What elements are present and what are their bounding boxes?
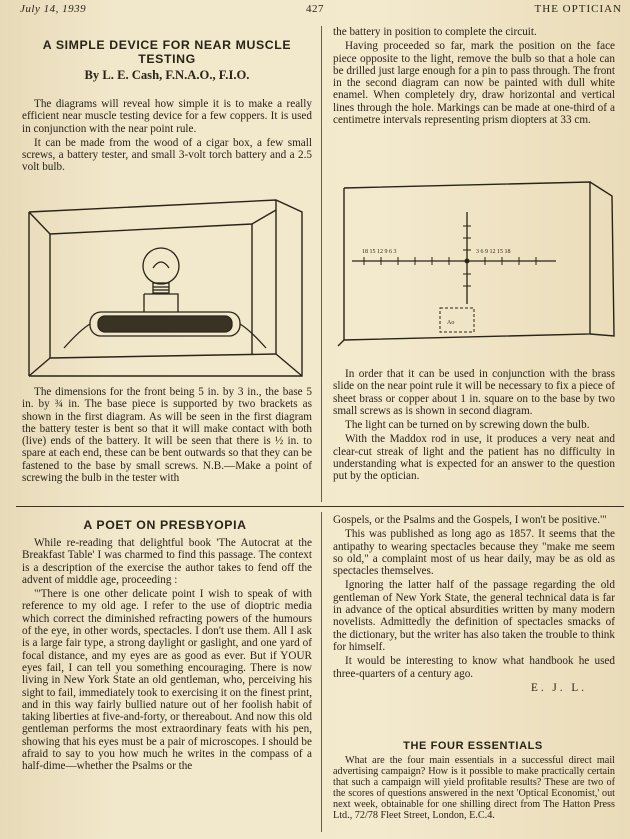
column-divider-top bbox=[321, 26, 322, 502]
article3-title: THE FOUR ESSENTIALS bbox=[403, 740, 543, 752]
article2-right bbox=[333, 514, 615, 696]
article2-title: A POET ON PRESBYOPIA bbox=[83, 518, 247, 532]
brass-plate bbox=[440, 308, 474, 332]
article2-quote: "'There is one other delicate point I wish to speak of with reference to my old age. I refer to the use of dioptric media which correct the diminished refracting powers of the humours of the eye, in other words, spectacles. I don't use them. All I ask is a large fair type, a strong daylight or gaslight, and one yard of focal distance, and my eyes are as good as ever. But if YOUR eyes fail, I can tell you something encouraging. There is now living in New York State an old gentleman, who, perceiving his sight to fail, immediately took to exercising it on the finest print, and in this way fairly bullied nature out of her foolish habit of taking liberties at five-and-forty, or thereabout. And now this old gentleman performs the most extraordinary feats with his pen, showing that his eyes must be a pair of microscopes. I should be afraid to say to you how much he writes in the compass of a half-dime—whether the Psalms or the bbox=[22, 588, 312, 773]
article1-intro bbox=[22, 98, 312, 176]
page-number: 427 bbox=[306, 3, 324, 15]
journal-name: THE OPTICIAN bbox=[534, 3, 622, 15]
article1-paragraph: Having proceeded so far, mark the position on the face piece opposite to the light, remove the bulb so that a hole can be drilled just large enough for a pin to pass through. The front in the second diagram can now be painted with dull white enamel. When completely dry, draw horizontal and vertical lines through the hole. Markings can be made at one-third of a centimetre intervals representing prism diopters at 33 cm. bbox=[333, 40, 615, 127]
article1-paragraph: The diagrams will reveal how simple it is to make a really efficient near muscle testing device for a few coppers. It is used in conjunction with the near point rule. bbox=[22, 98, 312, 135]
scale-right-labels: 3 6 9 12 15 18 bbox=[476, 249, 511, 255]
article2-paragraph: This was published as long ago as 1857. It seems that the antipathy to wearing spectacles because they "make me seem so old," a complaint most of us hear daily, may be as old as spectacles themselves. bbox=[333, 528, 615, 578]
article1-dimensions bbox=[22, 386, 312, 486]
article1-paragraph: The light can be turned on by screwing down the bulb. bbox=[345, 419, 590, 432]
article1-continued bbox=[333, 26, 615, 128]
article2-paragraph: While re-reading that delightful book 'The Autocrat at the Breakfast Table' I was charmed to find this passage. The context is a description of the exercise the author takes to fend off the advent of middle age, proceeding : bbox=[22, 537, 312, 586]
article2-paragraph: It would be interesting to know what handbook he used three-quarters of a century ago. bbox=[333, 655, 615, 680]
article2-paragraph: Ignoring the latter half of the passage regarding the old gentleman of New York State, the general technical data is far in advance of the optical absurdities written by many modern novelists. Admittedly the definition of spectacles smacks of the dictionary, but the writer has also taken the trouble to think for himself. bbox=[333, 579, 615, 653]
pin-hole bbox=[465, 259, 470, 264]
article3-paragraph: What are the four main essentials in a successful direct mail advertising campaign? How is it possible to make practically certain that such a campaign will yield profitable results? These are two of the scores of questions answered in the next 'Optical Economist,' out next week, obtainable for one shilling direct from The Hatton Press Ltd., 72/78 Fleet Street, London, E.C.4. bbox=[333, 755, 615, 821]
battery-icon bbox=[64, 294, 266, 348]
article1-byline: By L. E. Cash, F.N.A.O., F.I.O. bbox=[84, 68, 250, 82]
article1-paragraph: the battery in position to complete the circuit. bbox=[333, 26, 537, 38]
article1-paragraph: With the Maddox rod in use, it produces a very neat and clear-cut streak of light and the patient has no difficulty in understanding what is expected for an answer to the question put by the optician. bbox=[333, 433, 615, 483]
light-bulb-icon bbox=[143, 248, 179, 293]
article3-body bbox=[333, 755, 615, 823]
scale-left-labels: 18 15 12 9 6 3 bbox=[362, 249, 397, 255]
article1-paragraph: The dimensions for the front being 5 in. by 3 in., the base 5 in. by ¾ in. The base piece is supported by two brackets as shown in the first diagram. As will be seen in the first diagram the battery tester is bent so that it will make contact with both (live) ends of the battery. It will be seen that there is ½ in. to spare at each end, these can be bent outwards so that they can be fastened to the base by small screws. N.B.—Make a point of screwing the bulb in the tester with bbox=[22, 386, 312, 485]
article2-left bbox=[22, 537, 312, 775]
article1-usage bbox=[333, 368, 615, 485]
device-diagram-2 bbox=[334, 176, 616, 362]
article1-paragraph: In order that it can be used in conjunction with the brass slide on the near point rule it will be necessary to fix a piece of sheet brass or copper about 1 in. square on to the base by two small screws as is shown in second diagram. bbox=[333, 368, 615, 417]
article2-paragraph: Gospels, or the Psalms and the Gospels, I won't be positive.'" bbox=[333, 514, 607, 526]
section-divider bbox=[16, 506, 624, 507]
issue-date: July 14, 1939 bbox=[20, 3, 87, 15]
article1-paragraph: It can be made from the wood of a cigar box, a few small screws, a battery tester, and small 3-volt torch battery and a 2.5 volt bulb. bbox=[22, 136, 312, 174]
plate-label: Ao bbox=[447, 320, 455, 326]
article1-title: A SIMPLE DEVICE FOR NEAR MUSCLE TESTING bbox=[42, 38, 292, 66]
device-diagram-1 bbox=[26, 194, 306, 380]
column-divider-bottom bbox=[321, 512, 322, 832]
article2-signature: E. J. L. bbox=[530, 681, 587, 694]
